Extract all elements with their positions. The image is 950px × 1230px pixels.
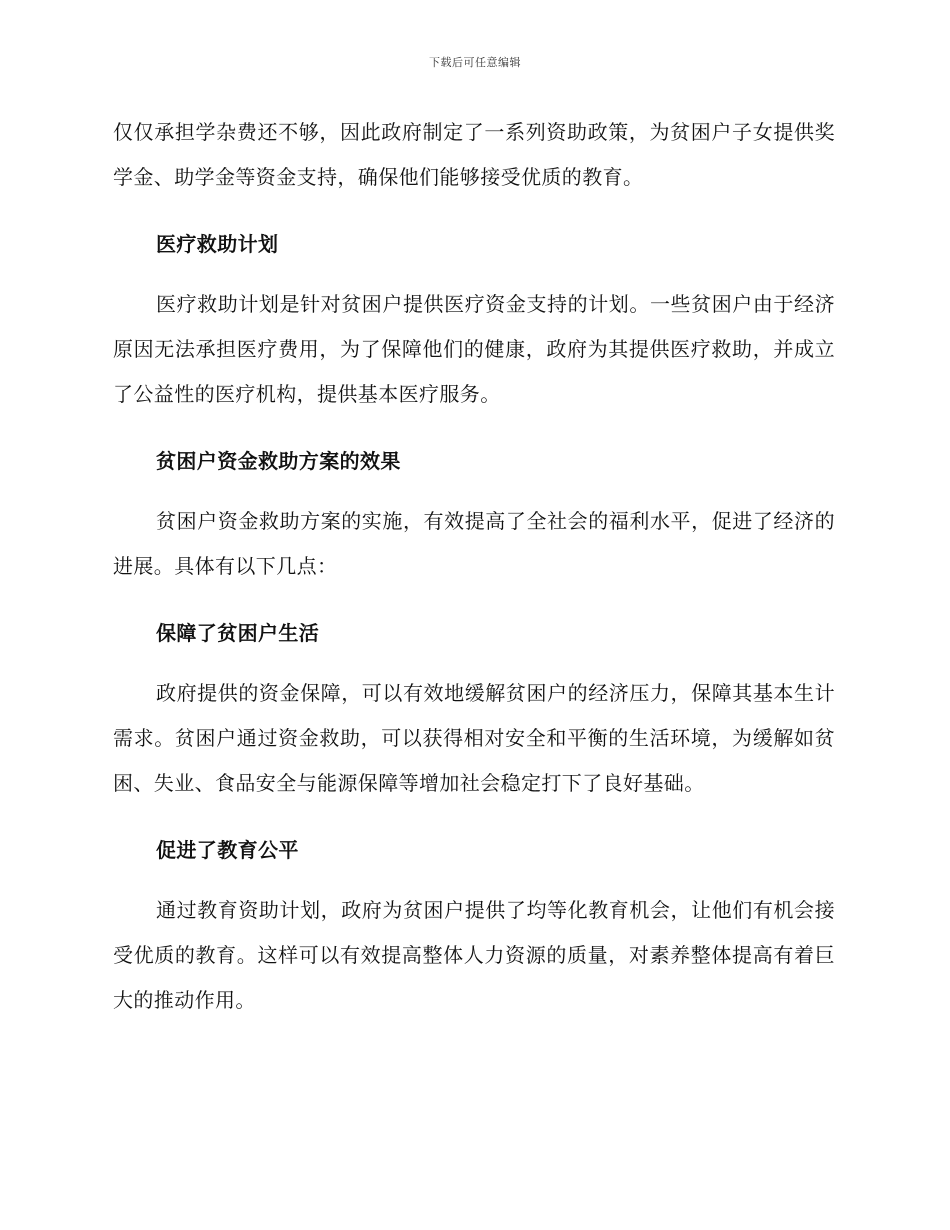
paragraph-education-support: 仅仅承担学杂费还不够，因此政府制定了一系列资助政策，为贫困户子女提供奖学金、助学金等资金支持，确保他们能够接受优质的教育。 [113, 120, 835, 189]
heading-education-equity: 促进了教育公平 [156, 838, 299, 862]
header-note: 下载后可任意编辑 [429, 56, 521, 69]
paragraph-medical-aid: 医疗救助计划是针对贫困户提供医疗资金支持的计划。一些贫困户由于经济原因无法承担医疗费用，为了保障他们的健康，政府为其提供医疗救助，并成立了公益性的医疗机构，提供基本医疗服务。 [113, 292, 835, 406]
heading-livelihood-security: 保障了贫困户生活 [156, 621, 320, 645]
paragraph-education-equity: 通过教育资助计划，政府为贫困户提供了均等化教育机会，让他们有机会接受优质的教育。这样可以有效提高整体人力资源的质量，对素养整体提高有着巨大的推动作用。 [113, 898, 835, 1012]
paragraph-aid-effects: 贫困户资金救助方案的实施，有效提高了全社会的福利水平，促进了经济的进展。具体有以下几点： [113, 509, 835, 578]
paragraph-livelihood-security: 政府提供的资金保障，可以有效地缓解贫困户的经济压力，保障其基本生计需求。贫困户通过资金救助，可以获得相对安全和平衡的生活环境，为缓解如贫困、失业、食品安全与能源保障等增加社会稳定打下了良好基础。 [113, 681, 835, 795]
document-body [113, 110, 835, 1045]
heading-medical-aid-plan: 医疗救助计划 [156, 232, 279, 256]
heading-aid-effects: 贫困户资金救助方案的效果 [156, 449, 401, 473]
